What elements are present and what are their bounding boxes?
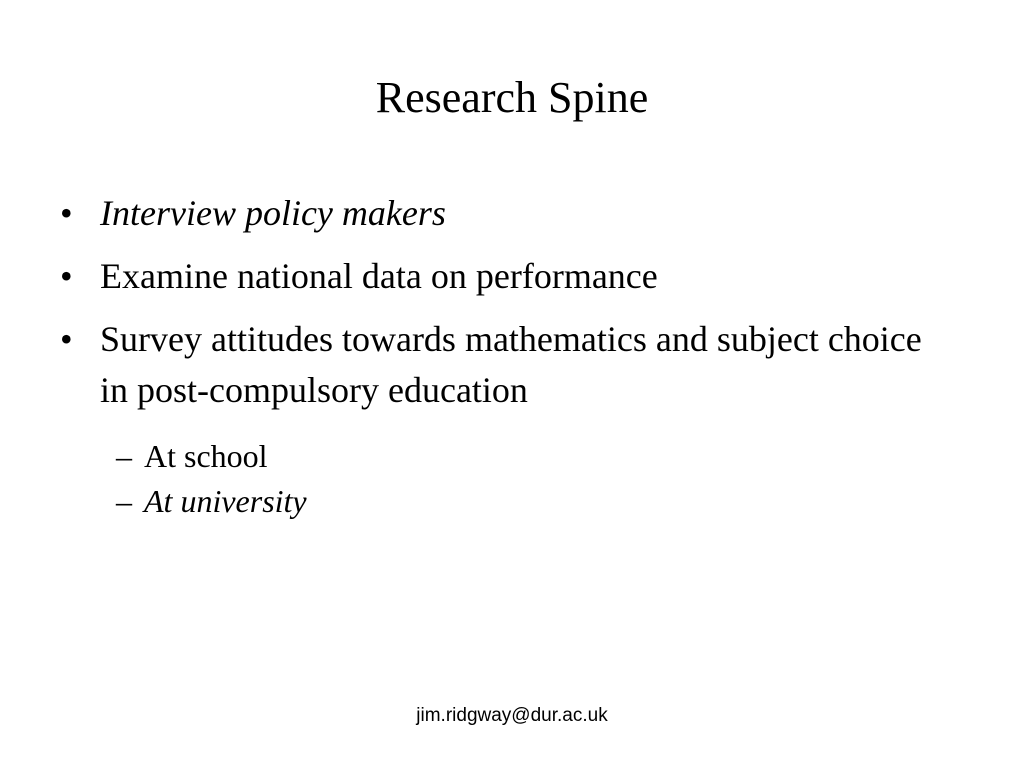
- sub-bullet-university: [116, 480, 307, 522]
- sub-bullet-text: At school: [144, 438, 268, 474]
- bullet-list: [58, 188, 958, 428]
- bullet-item-survey: [58, 314, 958, 416]
- sub-bullet-list: [116, 435, 307, 525]
- bullet-text: Interview policy makers: [100, 193, 446, 233]
- bullet-marker: •: [60, 193, 73, 233]
- bullet-item-examine: [58, 251, 958, 302]
- bullet-item-interview: [58, 188, 958, 239]
- slide-title: Research Spine: [375, 73, 649, 122]
- footer-email: jim.ridgway@dur.ac.uk: [416, 705, 608, 726]
- sub-bullet-school: [116, 435, 307, 477]
- bullet-marker: •: [60, 256, 73, 296]
- bullet-marker: •: [60, 319, 73, 359]
- bullet-text: Examine national data on performance: [100, 256, 658, 296]
- dash-marker: –: [116, 483, 132, 519]
- sub-bullet-text: At university: [144, 483, 307, 519]
- dash-marker: –: [116, 438, 132, 474]
- bullet-text: Survey attitudes towards mathematics and subject choice in post-compulsory education: [100, 319, 922, 410]
